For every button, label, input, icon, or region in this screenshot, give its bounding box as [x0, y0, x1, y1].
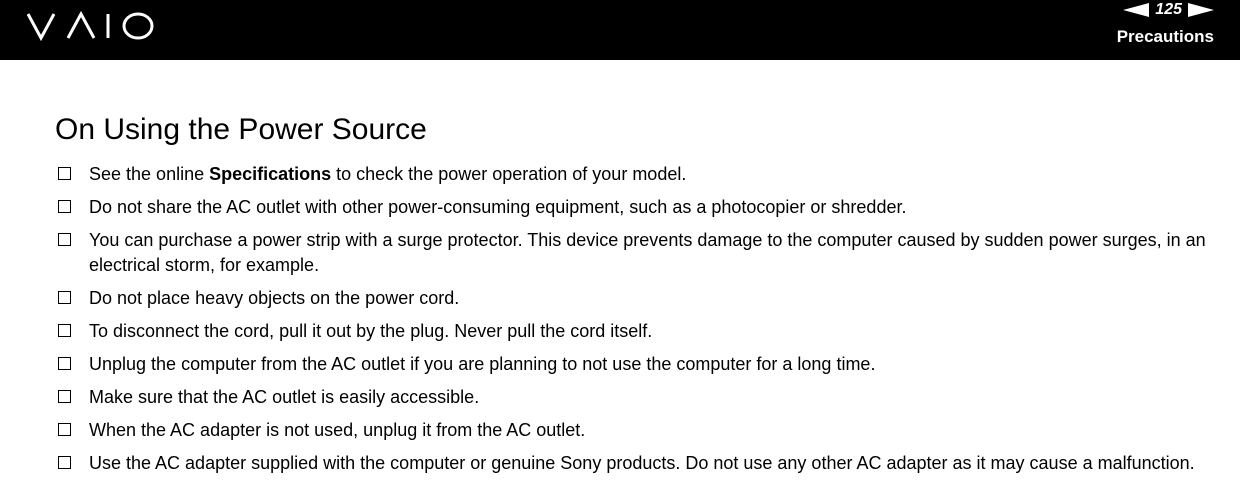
- list-item-text-suffix: to check the power operation of your model.: [331, 164, 687, 184]
- list-item: [57, 451, 1227, 476]
- specifications-link[interactable]: Specifications: [209, 164, 332, 184]
- vaio-logo: [26, 11, 156, 41]
- checkbox-icon: [58, 167, 71, 180]
- page-title: On Using the Power Source: [55, 113, 427, 146]
- section-label: Precautions: [1116, 27, 1214, 46]
- list-item: [57, 286, 1227, 311]
- checkbox-icon: [58, 233, 71, 246]
- list-item: [57, 319, 1227, 344]
- list-item: [57, 385, 1227, 410]
- list-item-text-prefix: See the online: [89, 164, 210, 184]
- list-item-text: When the AC adapter is not used, unplug it from the AC outlet.: [89, 420, 586, 440]
- page-navigation: [1123, 0, 1214, 20]
- list-item-text: Make sure that the AC outlet is easily accessible.: [89, 387, 480, 407]
- list-item: [57, 162, 1227, 187]
- list-item-text: Do not place heavy objects on the power cord.: [89, 288, 460, 308]
- list-item: [57, 352, 1227, 377]
- header-bar: [0, 0, 1240, 60]
- list-item-text: You can purchase a power strip with a surge protector. This device prevents damage to the computer caused by sudden power surges, in an electrical storm, for example.: [89, 230, 1206, 275]
- list-item: [57, 418, 1227, 443]
- list-item-text: Use the AC adapter supplied with the computer or genuine Sony products. Do not use any other AC adapter as it may cause a malfunction.: [89, 453, 1195, 473]
- list-item-text: To disconnect the cord, pull it out by the plug. Never pull the cord itself.: [89, 321, 653, 341]
- list-item: [57, 228, 1227, 278]
- list-item-text: Do not share the AC outlet with other power-consuming equipment, such as a photocopier or shredder.: [89, 197, 907, 217]
- list-item: [57, 195, 1227, 220]
- next-page-icon[interactable]: [1188, 3, 1214, 17]
- checkbox-icon: [58, 200, 71, 213]
- page-number: 125: [1155, 1, 1182, 18]
- checkbox-icon: [58, 390, 71, 403]
- checkbox-icon: [58, 423, 71, 436]
- previous-page-icon[interactable]: [1123, 3, 1149, 17]
- checkbox-icon: [58, 357, 71, 370]
- checkbox-icon: [58, 456, 71, 469]
- checkbox-icon: [58, 324, 71, 337]
- precautions-list: [57, 162, 1227, 484]
- checkbox-icon: [58, 291, 71, 304]
- list-item-text: Unplug the computer from the AC outlet if you are planning to not use the computer for a long time.: [89, 354, 876, 374]
